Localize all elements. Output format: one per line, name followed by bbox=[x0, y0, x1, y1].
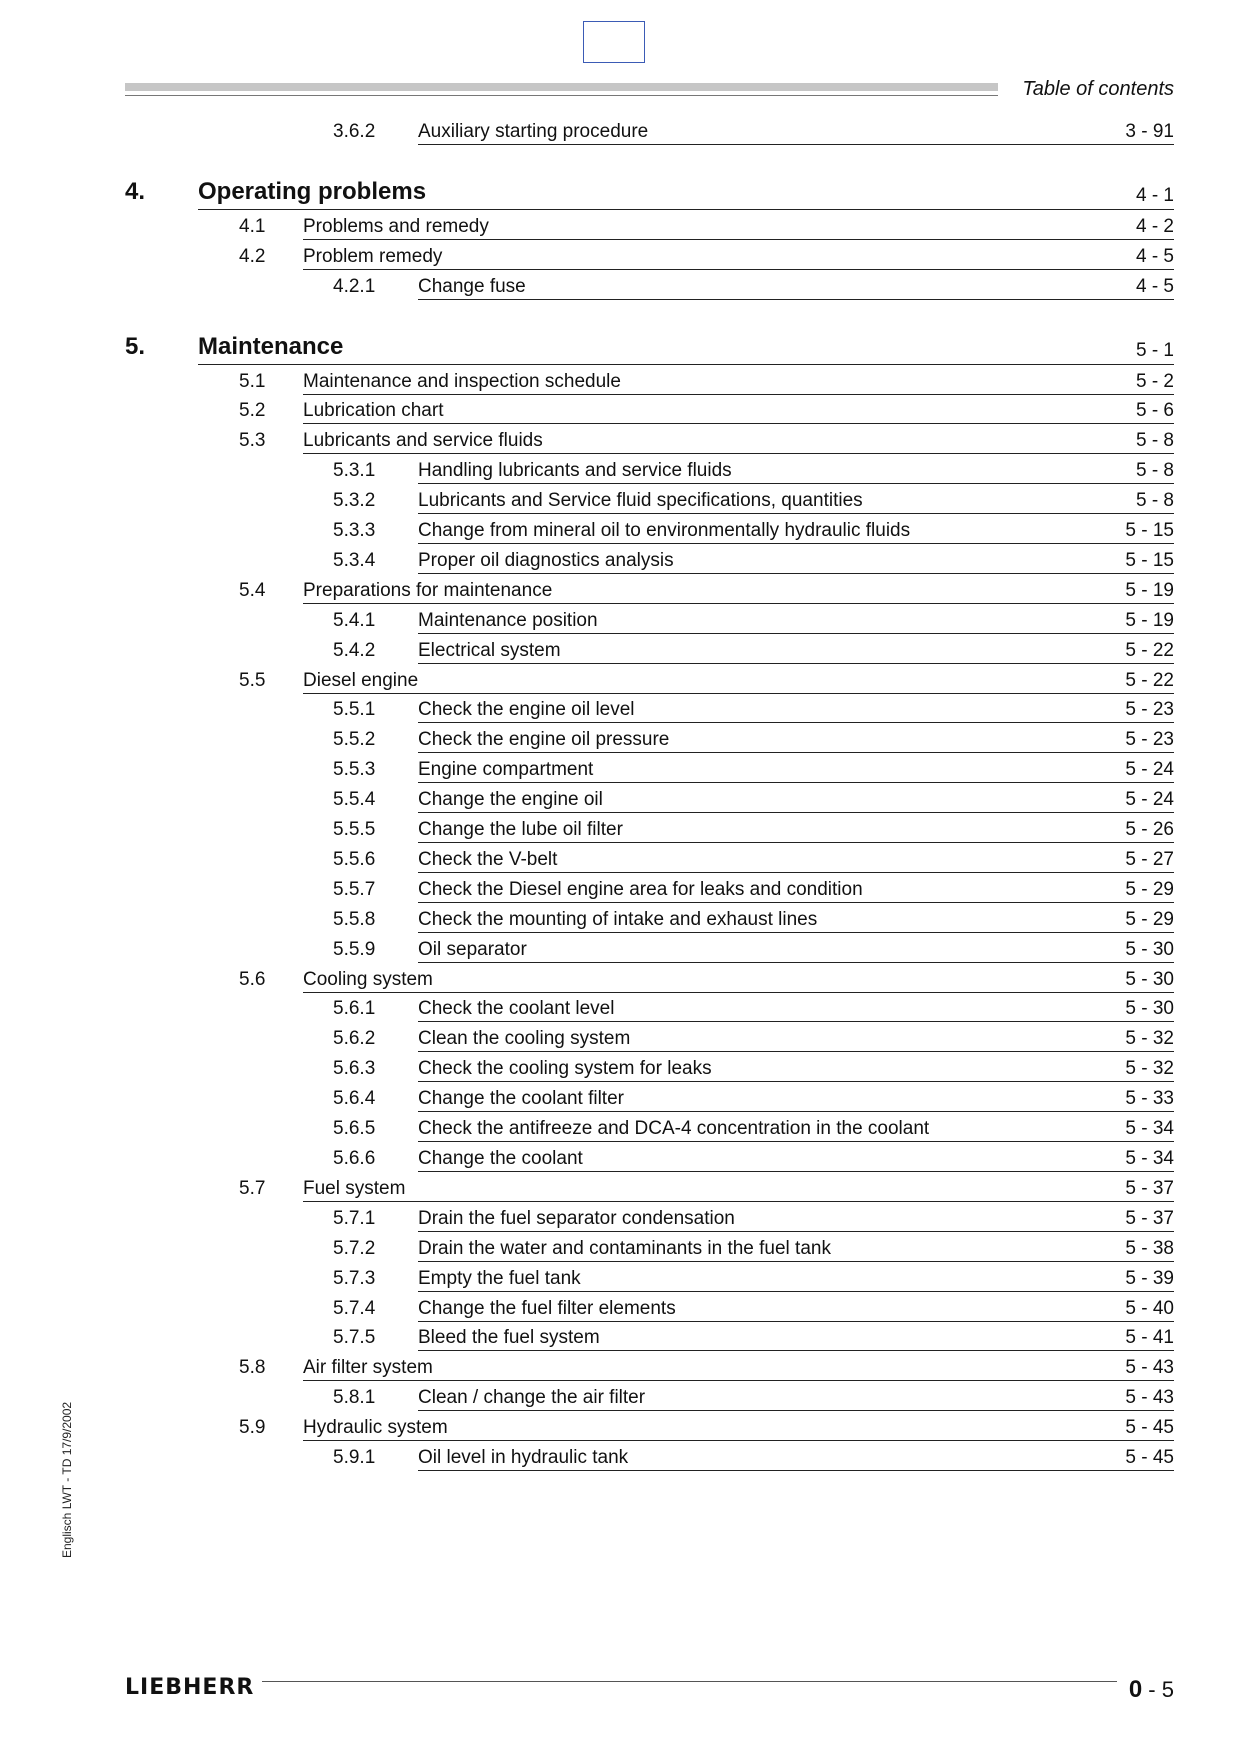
toc-entry-page: 5 - 8 bbox=[1135, 490, 1174, 511]
toc-entry-underline bbox=[303, 394, 1174, 395]
toc-entry[interactable] bbox=[0, 609, 1240, 639]
toc-entry[interactable] bbox=[0, 120, 1240, 150]
toc-entry-page: 5 - 34 bbox=[1125, 1118, 1174, 1139]
toc-entry-number: 5.5.1 bbox=[333, 699, 376, 720]
toc-entry[interactable] bbox=[0, 215, 1240, 245]
toc-entry[interactable] bbox=[0, 1446, 1240, 1476]
toc-entry-number: 5.4.1 bbox=[333, 610, 376, 631]
toc-entry-underline bbox=[418, 1141, 1174, 1142]
toc-entry-number: 5.6.5 bbox=[333, 1118, 376, 1139]
toc-entry-underline bbox=[418, 902, 1174, 903]
toc-entry-page: 5 - 34 bbox=[1125, 1148, 1174, 1169]
toc-entry-title: Fuel system bbox=[303, 1178, 406, 1199]
toc-entry-page: 5 - 30 bbox=[1125, 969, 1174, 990]
toc-entry-number: 3.6.2 bbox=[333, 121, 376, 142]
toc-entry-number: 5.5.7 bbox=[333, 879, 376, 900]
toc-entry-number: 4.2 bbox=[239, 246, 266, 267]
header-title: Table of contents bbox=[1022, 78, 1174, 100]
toc-entry[interactable] bbox=[0, 275, 1240, 305]
toc-entry-underline bbox=[418, 782, 1174, 783]
toc-entry[interactable] bbox=[0, 938, 1240, 968]
toc-entry-title: Hydraulic system bbox=[303, 1417, 448, 1438]
toc-entry-title: Maintenance position bbox=[418, 610, 598, 631]
toc-entry-underline bbox=[418, 573, 1174, 574]
toc-entry-underline bbox=[418, 842, 1174, 843]
toc-entry[interactable] bbox=[0, 459, 1240, 489]
toc-entry[interactable] bbox=[0, 1237, 1240, 1267]
toc-entry-underline bbox=[198, 209, 1174, 210]
toc-entry-page: 5 - 27 bbox=[1125, 849, 1174, 870]
toc-entry-title: Check the mounting of intake and exhaust lines bbox=[418, 909, 818, 930]
toc-entry-page: 5 - 32 bbox=[1125, 1058, 1174, 1079]
toc-entry-title: Problem remedy bbox=[303, 246, 443, 267]
toc-entry-number: 4. bbox=[125, 178, 146, 205]
toc-entry-title: Engine compartment bbox=[418, 759, 594, 780]
toc-entry-title: Change the fuel filter elements bbox=[418, 1298, 676, 1319]
toc-entry-number: 5.5 bbox=[239, 670, 266, 691]
toc-entry-title: Change fuse bbox=[418, 276, 526, 297]
toc-entry-underline bbox=[418, 1410, 1174, 1411]
toc-entry-number: 5.9 bbox=[239, 1417, 266, 1438]
toc-entry-underline bbox=[418, 1261, 1174, 1262]
toc-entry-underline bbox=[418, 1291, 1174, 1292]
toc-entry-page: 5 - 15 bbox=[1125, 520, 1174, 541]
toc-entry-number: 5.7.4 bbox=[333, 1298, 376, 1319]
toc-entry-underline bbox=[303, 1201, 1174, 1202]
toc-entry-title: Oil separator bbox=[418, 939, 527, 960]
footer-page-number bbox=[1129, 1676, 1174, 1704]
toc-entry-title: Empty the fuel tank bbox=[418, 1268, 581, 1289]
toc-entry-title: Change the coolant filter bbox=[418, 1088, 624, 1109]
toc-entry[interactable] bbox=[0, 1147, 1240, 1177]
toc-entry-title: Check the coolant level bbox=[418, 998, 615, 1019]
toc-entry-page: 5 - 24 bbox=[1125, 759, 1174, 780]
toc-entry-title: Air filter system bbox=[303, 1357, 433, 1378]
toc-entry-page: 5 - 24 bbox=[1125, 789, 1174, 810]
toc-entry-number: 5.7.5 bbox=[333, 1327, 376, 1348]
toc-entry-number: 5.3.3 bbox=[333, 520, 376, 541]
toc-entry-number: 5.3 bbox=[239, 430, 266, 451]
toc-entry-page: 5 - 8 bbox=[1135, 430, 1174, 451]
toc-entry-underline bbox=[418, 299, 1174, 300]
toc-entry-page: 5 - 30 bbox=[1125, 939, 1174, 960]
toc-entry-underline bbox=[303, 603, 1174, 604]
toc-entry-title: Check the engine oil pressure bbox=[418, 729, 670, 750]
toc-entry[interactable] bbox=[0, 1297, 1240, 1327]
toc-entry-page: 5 - 45 bbox=[1125, 1447, 1174, 1468]
toc-entry-underline bbox=[418, 722, 1174, 723]
toc-entry-page: 5 - 19 bbox=[1125, 610, 1174, 631]
toc-entry-title: Lubricants and Service fluid specifications, quantities bbox=[418, 490, 863, 511]
toc-entry-page: 5 - 6 bbox=[1135, 400, 1174, 421]
toc-entry-number: 5.7.1 bbox=[333, 1208, 376, 1229]
toc-entry-underline bbox=[418, 872, 1174, 873]
toc-entry-title: Handling lubricants and service fluids bbox=[418, 460, 732, 481]
toc-entry[interactable] bbox=[0, 245, 1240, 275]
toc-entry-number: 4.2.1 bbox=[333, 276, 376, 297]
toc-entry-title: Check the engine oil level bbox=[418, 699, 635, 720]
toc-entry-underline bbox=[418, 1051, 1174, 1052]
toc-entry-underline bbox=[418, 812, 1174, 813]
toc-entry-underline bbox=[418, 1081, 1174, 1082]
toc-entry-title: Change from mineral oil to environmentally hydraulic fluids bbox=[418, 520, 911, 541]
toc-entry-underline bbox=[418, 1111, 1174, 1112]
toc-entry[interactable] bbox=[0, 669, 1240, 699]
liebherr-logo: LIEBHERR bbox=[125, 1675, 255, 1700]
toc-entry-number: 5.7 bbox=[239, 1178, 266, 1199]
toc-entry[interactable] bbox=[0, 1267, 1240, 1297]
toc-entry-page: 5 - 23 bbox=[1125, 729, 1174, 750]
toc-entry-page: 4 - 1 bbox=[1135, 185, 1174, 206]
toc-entry-number: 5.5.4 bbox=[333, 789, 376, 810]
toc-entry[interactable] bbox=[0, 1356, 1240, 1386]
toc-entry-page: 3 - 91 bbox=[1125, 121, 1174, 142]
toc-chapter[interactable] bbox=[0, 178, 1240, 212]
toc-entry-page: 5 - 38 bbox=[1125, 1238, 1174, 1259]
toc-entry-title: Cooling system bbox=[303, 969, 433, 990]
toc-chapter[interactable] bbox=[0, 333, 1240, 367]
footer-page-separator: - bbox=[1148, 1677, 1156, 1702]
toc-entry-title: Electrical system bbox=[418, 640, 561, 661]
toc-entry-page: 5 - 33 bbox=[1125, 1088, 1174, 1109]
toc-entry-page: 5 - 43 bbox=[1125, 1357, 1174, 1378]
toc-entry-underline bbox=[418, 962, 1174, 963]
toc-entry-title: Check the V-belt bbox=[418, 849, 558, 870]
toc-entry-number: 5.5.6 bbox=[333, 849, 376, 870]
toc-entry-underline bbox=[418, 1321, 1174, 1322]
toc-entry-page: 5 - 45 bbox=[1125, 1417, 1174, 1438]
toc-entry[interactable] bbox=[0, 399, 1240, 429]
toc-entry-underline bbox=[303, 693, 1174, 694]
toc-entry-number: 5.3.2 bbox=[333, 490, 376, 511]
toc-entry-page: 5 - 26 bbox=[1125, 819, 1174, 840]
toc-entry-number: 5.6.2 bbox=[333, 1028, 376, 1049]
toc-entry-underline bbox=[418, 932, 1174, 933]
toc-entry-page: 5 - 41 bbox=[1125, 1327, 1174, 1348]
toc-entry-underline bbox=[303, 269, 1174, 270]
toc-entry-underline bbox=[303, 992, 1174, 993]
toc-entry-page: 5 - 1 bbox=[1135, 340, 1174, 361]
toc-entry-title: Diesel engine bbox=[303, 670, 419, 691]
toc-entry-page: 5 - 15 bbox=[1125, 550, 1174, 571]
toc-entry[interactable] bbox=[0, 698, 1240, 728]
toc-entry-underline bbox=[303, 453, 1174, 454]
toc-entry-title: Check the Diesel engine area for leaks and condition bbox=[418, 879, 863, 900]
toc-entry[interactable] bbox=[0, 429, 1240, 459]
toc-entry-title: Proper oil diagnostics analysis bbox=[418, 550, 674, 571]
toc-entry-title: Clean / change the air filter bbox=[418, 1387, 646, 1408]
toc-entry[interactable] bbox=[0, 1386, 1240, 1416]
toc-entry-title: Preparations for maintenance bbox=[303, 580, 553, 601]
toc-entry-page: 4 - 5 bbox=[1135, 276, 1174, 297]
toc-entry-underline bbox=[303, 1440, 1174, 1441]
toc-entry-title: Bleed the fuel system bbox=[418, 1327, 600, 1348]
toc-entry-underline bbox=[418, 144, 1174, 145]
toc-entry-number: 5.6 bbox=[239, 969, 266, 990]
toc-entry-underline bbox=[418, 1021, 1174, 1022]
toc-entry-underline bbox=[418, 752, 1174, 753]
toc-entry-number: 5.6.4 bbox=[333, 1088, 376, 1109]
toc-entry-underline bbox=[303, 1380, 1174, 1381]
toc-entry[interactable] bbox=[0, 788, 1240, 818]
toc-entry[interactable] bbox=[0, 1177, 1240, 1207]
side-document-code: Englisch LWT - TD 17/9/2002 bbox=[60, 1401, 74, 1558]
toc-entry-page: 5 - 23 bbox=[1125, 699, 1174, 720]
toc-entry[interactable] bbox=[0, 1057, 1240, 1087]
toc-entry-title: Check the cooling system for leaks bbox=[418, 1058, 712, 1079]
footer-page-value: 5 bbox=[1161, 1677, 1174, 1702]
toc-entry-number: 5.6.6 bbox=[333, 1148, 376, 1169]
toc-entry[interactable] bbox=[0, 758, 1240, 788]
toc-entry-underline bbox=[418, 1171, 1174, 1172]
toc-entry-underline bbox=[418, 633, 1174, 634]
toc-entry-title: Check the antifreeze and DCA-4 concentration in the coolant bbox=[418, 1118, 930, 1139]
toc-entry-number: 5.5.3 bbox=[333, 759, 376, 780]
toc-entry-title: Drain the water and contaminants in the fuel tank bbox=[418, 1238, 831, 1259]
toc-entry[interactable] bbox=[0, 878, 1240, 908]
toc-entry[interactable] bbox=[0, 370, 1240, 400]
toc-entry-page: 5 - 43 bbox=[1125, 1387, 1174, 1408]
toc-entry-number: 5.7.2 bbox=[333, 1238, 376, 1259]
toc-entry-number: 5.3.1 bbox=[333, 460, 376, 481]
toc-entry-number: 5.5.2 bbox=[333, 729, 376, 750]
toc-entry-page: 5 - 8 bbox=[1135, 460, 1174, 481]
toc-entry-number: 5. bbox=[125, 333, 146, 360]
toc-entry-title: Lubricants and service fluids bbox=[303, 430, 543, 451]
toc-entry[interactable] bbox=[0, 728, 1240, 758]
toc-entry-title: Clean the cooling system bbox=[418, 1028, 631, 1049]
footer-rule bbox=[262, 1681, 1117, 1682]
toc-entry-title: Change the coolant bbox=[418, 1148, 583, 1169]
toc-entry-title: Auxiliary starting procedure bbox=[418, 121, 649, 142]
toc-entry[interactable] bbox=[0, 997, 1240, 1027]
toc-entry[interactable] bbox=[0, 489, 1240, 519]
toc-entry-page: 5 - 29 bbox=[1125, 879, 1174, 900]
toc-entry-underline bbox=[303, 423, 1174, 424]
toc-entry-underline bbox=[418, 513, 1174, 514]
toc-entry-number: 5.2 bbox=[239, 400, 266, 421]
toc-entry-underline bbox=[418, 1231, 1174, 1232]
toc-entry[interactable] bbox=[0, 549, 1240, 579]
toc-entry-page: 5 - 32 bbox=[1125, 1028, 1174, 1049]
toc-entry-number: 5.4 bbox=[239, 580, 266, 601]
toc-entry[interactable] bbox=[0, 519, 1240, 549]
toc-entry-number: 5.6.3 bbox=[333, 1058, 376, 1079]
toc-entry-number: 5.7.3 bbox=[333, 1268, 376, 1289]
toc-entry[interactable] bbox=[0, 848, 1240, 878]
toc-entry-number: 5.5.9 bbox=[333, 939, 376, 960]
toc-entry[interactable] bbox=[0, 908, 1240, 938]
toc-entry[interactable] bbox=[0, 1207, 1240, 1237]
toc-entry-page: 5 - 37 bbox=[1125, 1208, 1174, 1229]
toc-entry-title: Problems and remedy bbox=[303, 216, 489, 237]
toc-entry-number: 5.9.1 bbox=[333, 1447, 376, 1468]
toc-entry-title: Maintenance bbox=[198, 333, 344, 360]
toc-entry-page: 5 - 29 bbox=[1125, 909, 1174, 930]
toc-entry-number: 5.4.2 bbox=[333, 640, 376, 661]
toc-entry[interactable] bbox=[0, 1416, 1240, 1446]
toc-entry-underline bbox=[418, 543, 1174, 544]
toc-entry-underline bbox=[198, 364, 1174, 365]
toc-entry-title: Maintenance and inspection schedule bbox=[303, 371, 621, 392]
toc-entry-title: Change the lube oil filter bbox=[418, 819, 623, 840]
toc-entry-underline bbox=[418, 1470, 1174, 1471]
toc-entry-number: 5.6.1 bbox=[333, 998, 376, 1019]
toc-entry-title: Drain the fuel separator condensation bbox=[418, 1208, 735, 1229]
toc-entry-page: 5 - 39 bbox=[1125, 1268, 1174, 1289]
toc-entry-title: Oil level in hydraulic tank bbox=[418, 1447, 629, 1468]
toc-entry-page: 5 - 30 bbox=[1125, 998, 1174, 1019]
toc-entry-number: 5.5.8 bbox=[333, 909, 376, 930]
toc-entry-number: 5.8 bbox=[239, 1357, 266, 1378]
toc-entry-number: 5.1 bbox=[239, 371, 266, 392]
toc-entry[interactable] bbox=[0, 1027, 1240, 1057]
footer-page-chapter: 0 bbox=[1128, 1676, 1143, 1703]
toc-entry-title: Operating problems bbox=[198, 178, 427, 205]
toc-entry-underline bbox=[418, 663, 1174, 664]
toc-entry-page: 5 - 19 bbox=[1125, 580, 1174, 601]
toc-entry[interactable] bbox=[0, 1087, 1240, 1117]
toc-entry-page: 4 - 2 bbox=[1135, 216, 1174, 237]
toc-entry-number: 5.3.4 bbox=[333, 550, 376, 571]
toc-entry-page: 4 - 5 bbox=[1135, 246, 1174, 267]
toc-entry-title: Lubrication chart bbox=[303, 400, 444, 421]
toc-entry-title: Change the engine oil bbox=[418, 789, 603, 810]
toc-entry[interactable] bbox=[0, 818, 1240, 848]
toc-entry[interactable] bbox=[0, 1326, 1240, 1356]
toc-entry-number: 4.1 bbox=[239, 216, 266, 237]
toc-entry-number: 5.8.1 bbox=[333, 1387, 376, 1408]
toc-entry-page: 5 - 37 bbox=[1125, 1178, 1174, 1199]
toc-entry-number: 5.5.5 bbox=[333, 819, 376, 840]
toc-entry-underline bbox=[418, 483, 1174, 484]
toc-entry-underline bbox=[303, 239, 1174, 240]
toc-entry-underline bbox=[418, 1350, 1174, 1351]
toc-entry[interactable] bbox=[0, 1117, 1240, 1147]
toc-entry[interactable] bbox=[0, 968, 1240, 998]
toc-entry[interactable] bbox=[0, 579, 1240, 609]
toc-entry[interactable] bbox=[0, 639, 1240, 669]
toc-entry-page: 5 - 2 bbox=[1135, 371, 1174, 392]
toc-entry-page: 5 - 40 bbox=[1125, 1298, 1174, 1319]
toc-entry-page: 5 - 22 bbox=[1125, 670, 1174, 691]
toc-entry-page: 5 - 22 bbox=[1125, 640, 1174, 661]
